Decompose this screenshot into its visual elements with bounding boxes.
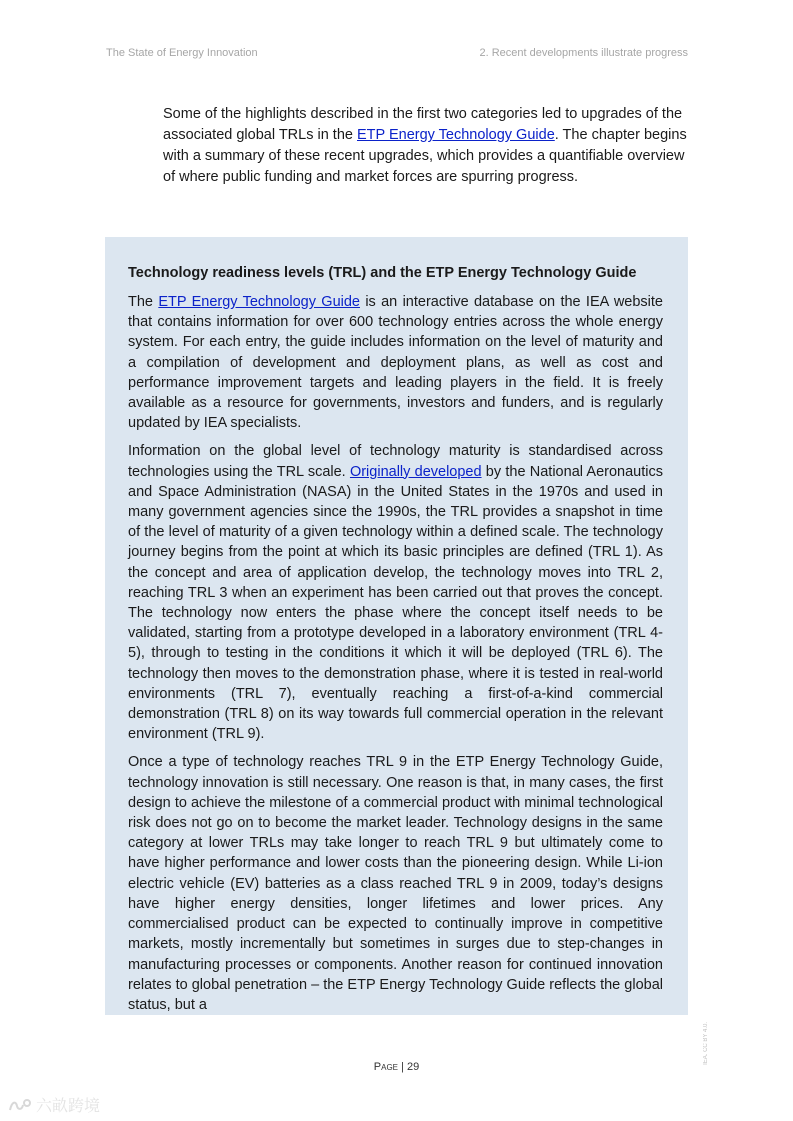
box-paragraph-3: Once a type of technology reaches TRL 9 in the ETP Energy Technology Guide, technology innovation is still necessary. One reason is that, in many cases, the first design to achieve the milestone of a commercial product with minimal technological risk does not go on to become the market leader. Technology designs in the same category at lower TRLs may take longer to reach TRL 9 but ultimately come to have higher performance and lower costs than the pioneering design. While Li-ion electric vehicle (EV) batteries as a class reached TRL 9 in 2009, today’s designs have higher energy densities, longer lifetimes and lower prices. Any commercialised product can be expected to continually improve in competitive markets, mostly incrementally but sometimes in surges due to step-changes in manufacturing processes or components. Another reason for continued innovation relates to global penetration – the ETP Energy Technology Guide reflects the global status, but a bbox=[128, 754, 663, 1013]
page-number: 29 bbox=[406, 1061, 420, 1073]
box-title: Technology readiness levels (TRL) and the ETP Energy Technology Guide bbox=[128, 265, 637, 281]
page-separator: | bbox=[398, 1061, 407, 1073]
running-header-left: The State of Energy Innovation bbox=[106, 47, 258, 59]
box-p2-text-before-link: Information on the global level of technology maturity is standardised across technologies using the TRL scale. bbox=[128, 443, 663, 480]
page-label: Page bbox=[373, 1061, 398, 1073]
etp-guide-link[interactable]: ETP Energy Technology Guide bbox=[357, 127, 555, 143]
page-footer bbox=[0, 1061, 793, 1073]
license-note: IEA. CC BY 4.0. bbox=[703, 1022, 709, 1065]
running-header-right: 2. Recent developments illustrate progress bbox=[479, 47, 688, 59]
box-paragraph-2 bbox=[128, 441, 663, 744]
box-paragraph-1 bbox=[128, 292, 663, 433]
intro-text-after-link: . The chapter begins with a summary of these recent upgrades, which provides a quantifiable overview of where public funding and market forces are spurring progress. bbox=[163, 127, 687, 185]
intro-paragraph bbox=[163, 104, 688, 188]
intro-text-before-link: Some of the highlights described in the first two categories led to upgrades of the associated global TRLs in the bbox=[163, 106, 683, 143]
watermark-text: 六畝跨境 bbox=[36, 1098, 101, 1115]
box-p2-text-after-link: by the National Aeronautics and Space Administration (NASA) in the United States in the 1970s and used in many government agencies since the 1990s, the TRL provides a snapshot in time of the level of maturity of a given technology within a defined scale. The technology journey begins from the point at which its basic principles are defined (TRL 1). As the concept and area of application develop, the technology moves into TRL 2, reaching TRL 3 when an experiment has been carried out that proves the concept. The technology now enters the phase where the concept itself needs to be validated, starting from a prototype developed in a laboratory environment (TRL 4-5), through to testing in the conditions it which it will be deployed (TRL 6). The technology then moves to the demonstration phase, where it is tested in real-world environments (TRL 7), eventually reaching a first-of-a-kind commercial demonstration (TRL 8) on its way towards full commercial operation in the relevant environment (TRL 9). bbox=[128, 463, 663, 743]
watermark-logo-icon bbox=[8, 1097, 32, 1113]
etp-guide-box-link[interactable]: ETP Energy Technology Guide bbox=[158, 294, 360, 310]
box-p1-text-before-link: The bbox=[128, 294, 159, 310]
watermark bbox=[8, 1093, 100, 1116]
originally-developed-link[interactable]: Originally developed bbox=[349, 463, 482, 480]
box-p1-text-after-link: is an interactive database on the IEA website that contains information for over 600 technology entries across the whole energy system. For each entry, the guide includes information on the level of maturity and a compilation of development and deployment plans, as well as cost and performance improvement targets and leading players in the field. It is freely available as a resource for governments, investors and funders, and is regularly updated by IEA specialists. bbox=[128, 294, 663, 432]
trl-info-box bbox=[105, 237, 688, 1015]
